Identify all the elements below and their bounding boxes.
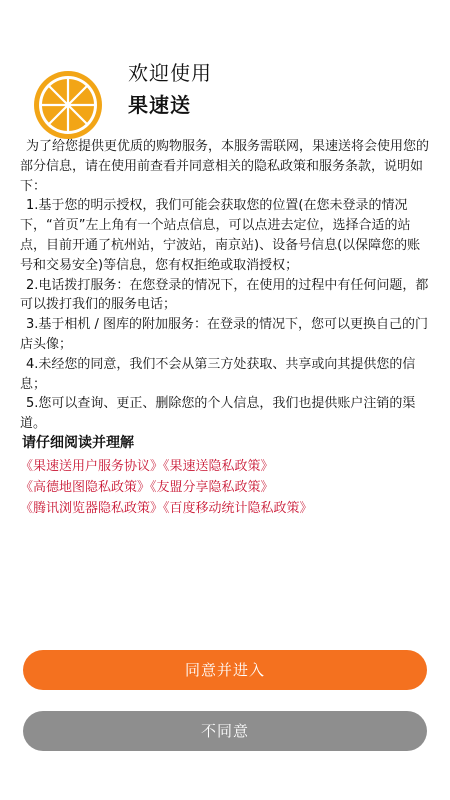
agree-button[interactable]: 同意并进入	[23, 650, 427, 690]
policy-link-row	[20, 456, 430, 477]
amap-privacy-policy-link[interactable]: 《高德地图隐私政策》	[20, 480, 151, 495]
clause-camera: 3.基于相机 / 图库的附加服务：在登录的情况下，您可以更换自己的门店头像；	[20, 317, 429, 352]
header	[33, 58, 433, 128]
policy-link-row	[20, 498, 430, 519]
clause-account: 5.您可以查询、更正、删除您的个人信息，我们也提供账户注销的渠道。	[20, 396, 416, 432]
policy-link-row	[20, 477, 430, 498]
policy-links	[20, 456, 430, 519]
read-hint: 请仔细阅读并理解	[22, 435, 134, 451]
app-privacy-policy-link[interactable]: 《果速送隐私政策》	[163, 459, 274, 474]
tencent-browser-privacy-policy-link[interactable]: 《腾讯浏览器隐私政策》	[20, 501, 164, 516]
orange-slice-logo-icon	[33, 70, 103, 140]
baidu-stats-privacy-policy-link[interactable]: 《百度移动统计隐私政策》	[163, 501, 313, 516]
disagree-button[interactable]: 不同意	[23, 711, 427, 751]
app-name-title: 果速送	[128, 93, 191, 117]
umeng-share-privacy-policy-link[interactable]: 《友盟分享隐私政策》	[150, 480, 274, 495]
user-service-agreement-link[interactable]: 《果速送用户服务协议》	[20, 459, 164, 474]
intro-paragraph: 为了给您提供更优质的购物服务，本服务需联网，果速送将会使用您的部分信息，请在使用前查看并同意相关的隐私政策和服务条款，说明如下：	[20, 139, 430, 194]
welcome-title: 欢迎使用	[128, 61, 212, 85]
clause-location: 1.基于您的明示授权，我们可能会获取您的位置(在您未登录的情况下，“首页”左上角有一个站点信息，可以点进去定位，选择合适的站点，目前开通了杭州站，宁波站，南京站)、设备号信息(以保障您的账号和交易安全)等信息，您有权拒绝或取消授权；	[20, 198, 421, 273]
privacy-description	[20, 137, 430, 434]
clause-third-party: 4.未经您的同意，我们不会从第三方处获取、共享或向其提供您的信息；	[20, 356, 416, 392]
clause-phone: 2.电话拨打服务：在您登录的情况下，在使用的过程中有任何问题，都可以拨打我们的服务电话；	[20, 277, 429, 313]
